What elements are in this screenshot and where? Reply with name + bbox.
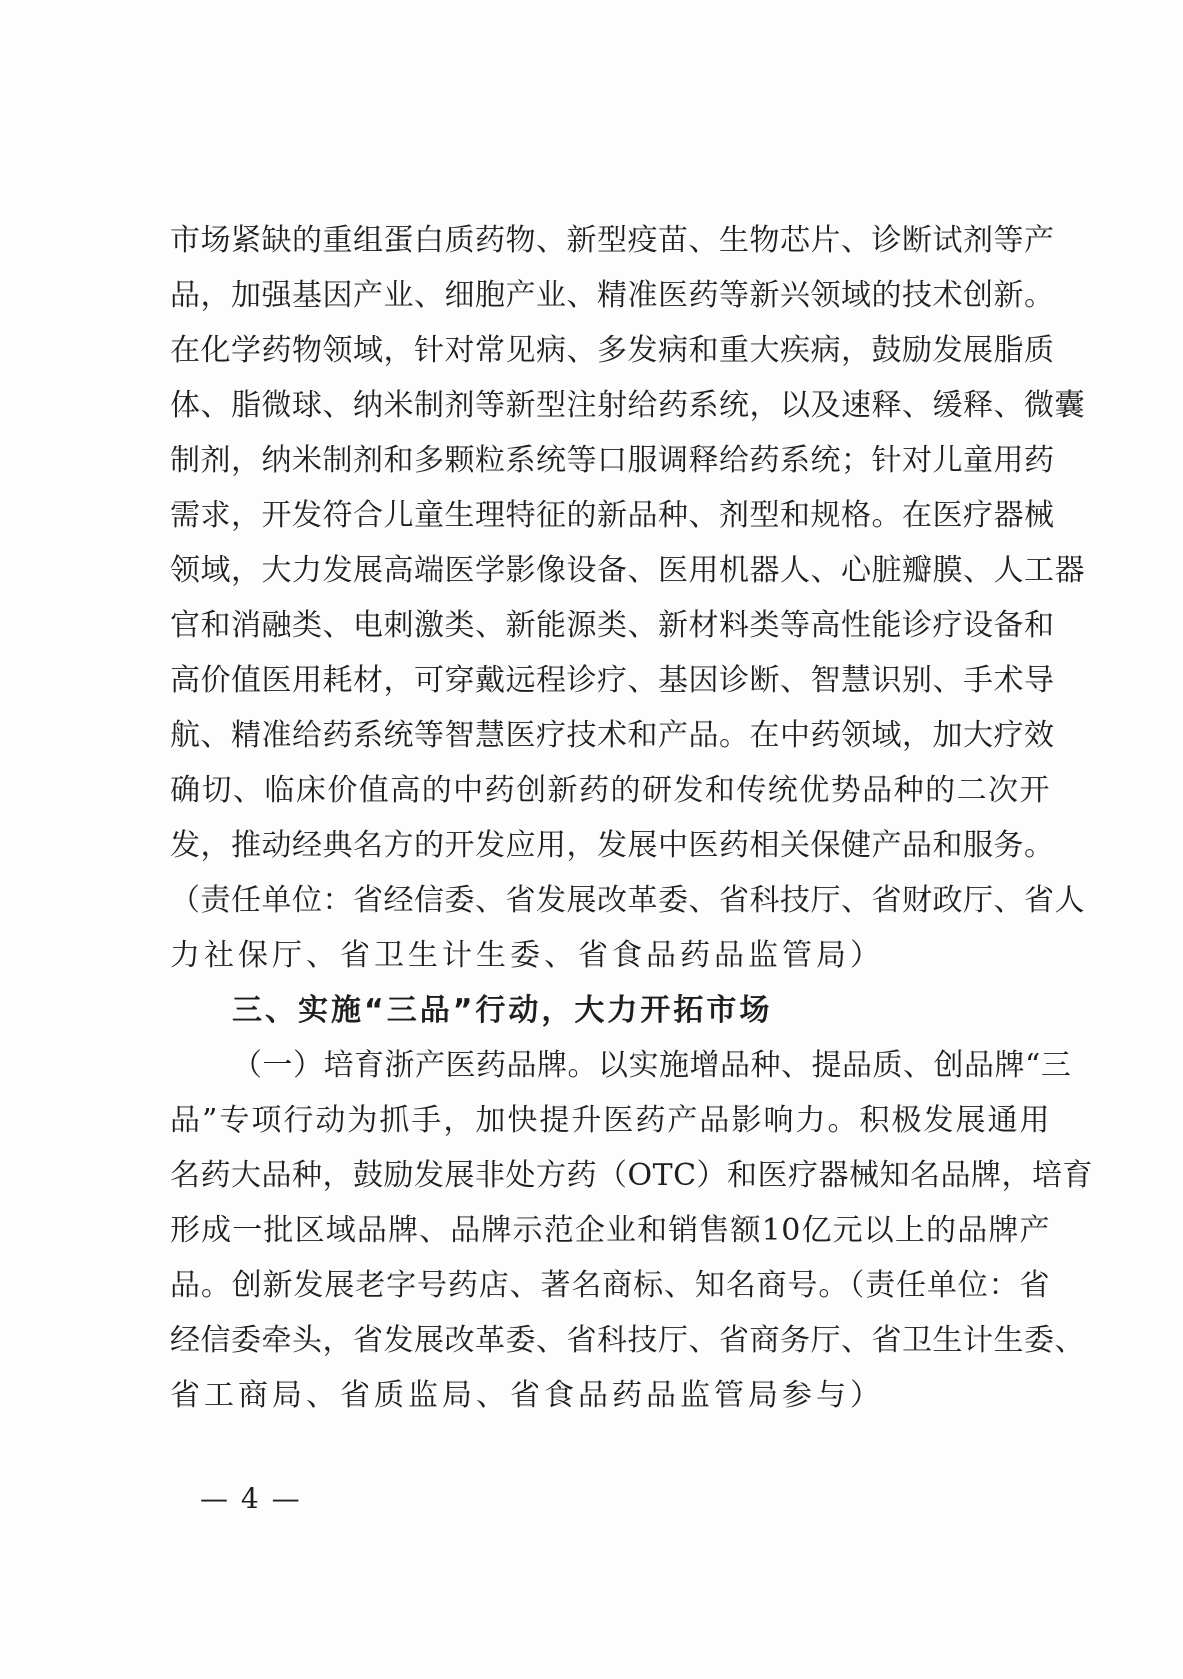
text-line: 市场紧缺的重组蛋白质药物、新型疫苗、生物芯片、诊断试剂等产 bbox=[170, 223, 1055, 258]
text-line: 需求，开发符合儿童生理特征的新品种、剂型和规格。在医疗器械 bbox=[170, 498, 1055, 533]
text-line: 品”专项行动为抓手，加快提升医药产品影响力。积极发展通用 bbox=[170, 1103, 1050, 1138]
text-line: 经信委牵头，省发展改革委、省科技厅、省商务厅、省卫生计生委、 bbox=[170, 1323, 1085, 1358]
text-line: 名药大品种，鼓励发展非处方药（OTC）和医疗器械知名品牌，培育 bbox=[170, 1158, 1094, 1193]
text-line: 品。创新发展老字号药店、著名商标、知名商号。（责任单位：省 bbox=[170, 1268, 1050, 1303]
text-line: 官和消融类、电刺激类、新能源类、新材料类等高性能诊疗设备和 bbox=[170, 608, 1055, 643]
text-line: 航、精准给药系统等智慧医疗技术和产品。在中药领域，加大疗效 bbox=[170, 718, 1055, 753]
text-line: 确切、临床价值高的中药创新药的研发和传统优势品种的二次开 bbox=[170, 773, 1050, 808]
text-line: 在化学药物领域，针对常见病、多发病和重大疾病，鼓励发展脂质 bbox=[170, 333, 1055, 368]
text-line: 制剂，纳米制剂和多颗粒系统等口服调释给药系统；针对儿童用药 bbox=[170, 443, 1055, 478]
text-line: 发，推动经典名方的开发应用，发展中医药相关保健产品和服务。 bbox=[170, 828, 1055, 863]
text-line: 领域，大力发展高端医学影像设备、医用机器人、心脏瓣膜、人工器 bbox=[170, 553, 1085, 588]
section-heading: 三、实施“三品”行动，大力开拓市场 bbox=[232, 993, 773, 1028]
text-line: （一）培育浙产医药品牌。以实施增品种、提品质、创品牌“三 bbox=[232, 1048, 1072, 1083]
text-line: （责任单位：省经信委、省发展改革委、省科技厅、省财政厅、省人 bbox=[170, 883, 1085, 918]
text-line: 品，加强基因产业、细胞产业、精准医药等新兴领域的技术创新。 bbox=[170, 278, 1055, 313]
text-line: 力社保厅、省卫生计生委、省食品药品监管局） bbox=[170, 938, 884, 973]
page-number: — 4 — bbox=[200, 1482, 302, 1515]
text-line: 体、脂微球、纳米制剂等新型注射给药系统，以及速释、缓释、微囊 bbox=[170, 388, 1085, 423]
text-line: 省工商局、省质监局、省食品药品监管局参与） bbox=[170, 1378, 884, 1413]
text-line: 形成一批区域品牌、品牌示范企业和销售额10亿元以上的品牌产 bbox=[170, 1213, 1050, 1248]
text-line: 高价值医用耗材，可穿戴远程诊疗、基因诊断、智慧识别、手术导 bbox=[170, 663, 1055, 698]
